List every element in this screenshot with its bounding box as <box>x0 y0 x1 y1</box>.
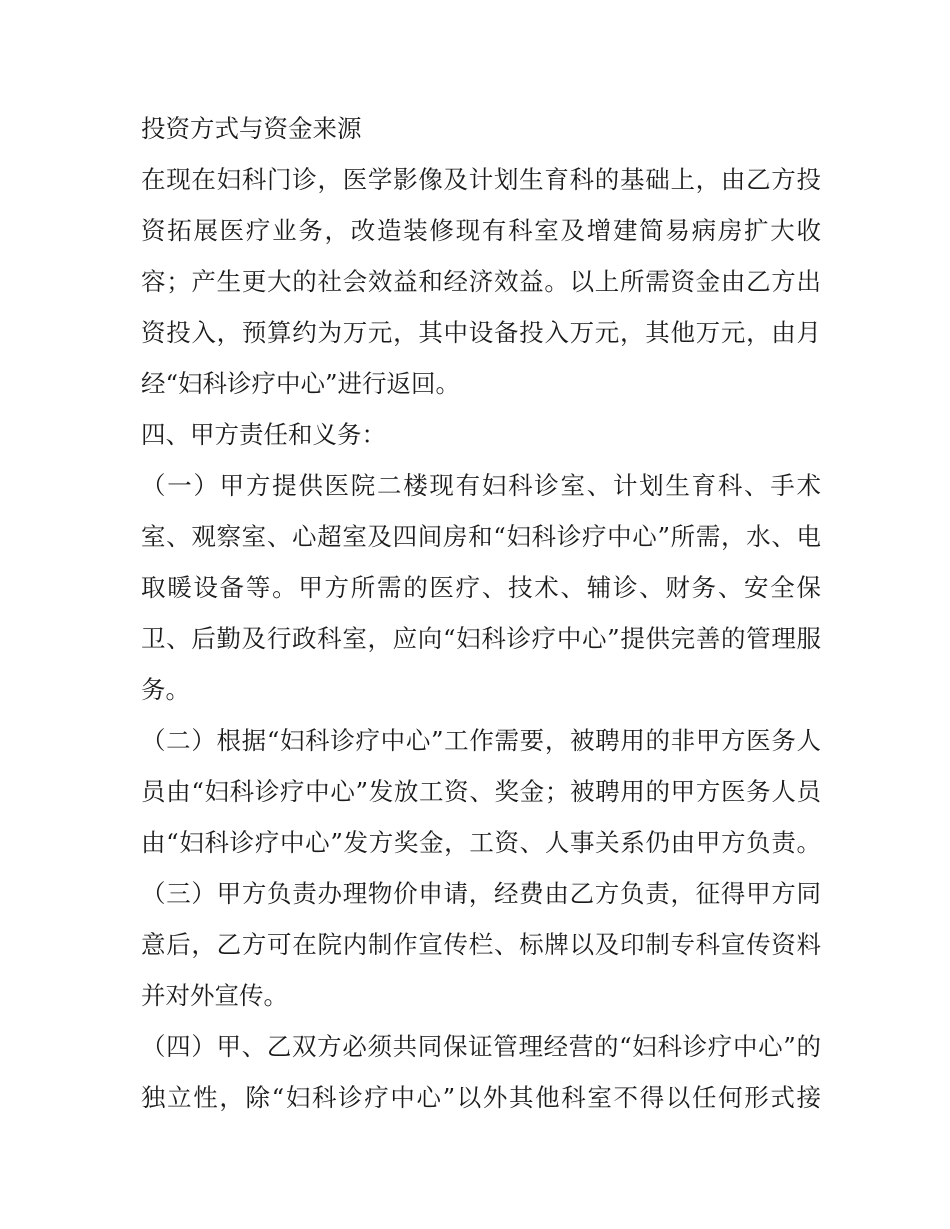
paragraph-line: 员由“妇科诊疗中心”发放工资、奖金；被聘用的甲方医务人员 <box>141 777 821 806</box>
paragraph-line: 由“妇科诊疗中心”发方奖金，工资、人事关系仍由甲方负责。 <box>141 828 821 857</box>
paragraph-line: 资拓展医疗业务，改造装修现有科室及增建简易病房扩大收 <box>141 216 821 245</box>
paragraph-line: 务。 <box>141 675 190 704</box>
paragraph-line: 经“妇科诊疗中心”进行返回。 <box>141 369 461 398</box>
paragraph-line: （二）根据“妇科诊疗中心”工作需要，被聘用的非甲方医务人 <box>141 726 821 755</box>
paragraph-line: 容；产生更大的社会效益和经济效益。以上所需资金由乙方出 <box>141 267 821 296</box>
paragraph-line: 取暖设备等。甲方所需的医疗、技术、辅诊、财务、安全保 <box>141 573 821 602</box>
paragraph-line: 卫、后勤及行政科室，应向“妇科诊疗中心”提供完善的管理服 <box>141 624 821 653</box>
section-heading-party-a: 四、甲方责任和义务： <box>141 420 386 449</box>
paragraph-line: （三）甲方负责办理物价申请，经费由乙方负责，征得甲方同 <box>141 879 821 908</box>
paragraph-line: （四）甲、乙双方必须共同保证管理经营的“妇科诊疗中心”的 <box>141 1032 821 1061</box>
paragraph-line: 室、观察室、心超室及四间房和“妇科诊疗中心”所需，水、电 <box>141 522 821 551</box>
section-heading-investment: 投资方式与资金来源 <box>141 114 362 143</box>
paragraph-line: 在现在妇科门诊，医学影像及计划生育科的基础上，由乙方投 <box>141 165 821 194</box>
paragraph-line: 资投入，预算约为万元，其中设备投入万元，其他万元，由月 <box>141 318 821 347</box>
paragraph-line: （一）甲方提供医院二楼现有妇科诊室、计划生育科、手术 <box>141 471 821 500</box>
paragraph-line: 意后，乙方可在院内制作宣传栏、标牌以及印制专科宣传资料 <box>141 930 821 959</box>
paragraph-line: 并对外宣传。 <box>141 981 288 1010</box>
paragraph-line: 独立性，除“妇科诊疗中心”以外其他科室不得以任何形式接 <box>141 1083 821 1112</box>
